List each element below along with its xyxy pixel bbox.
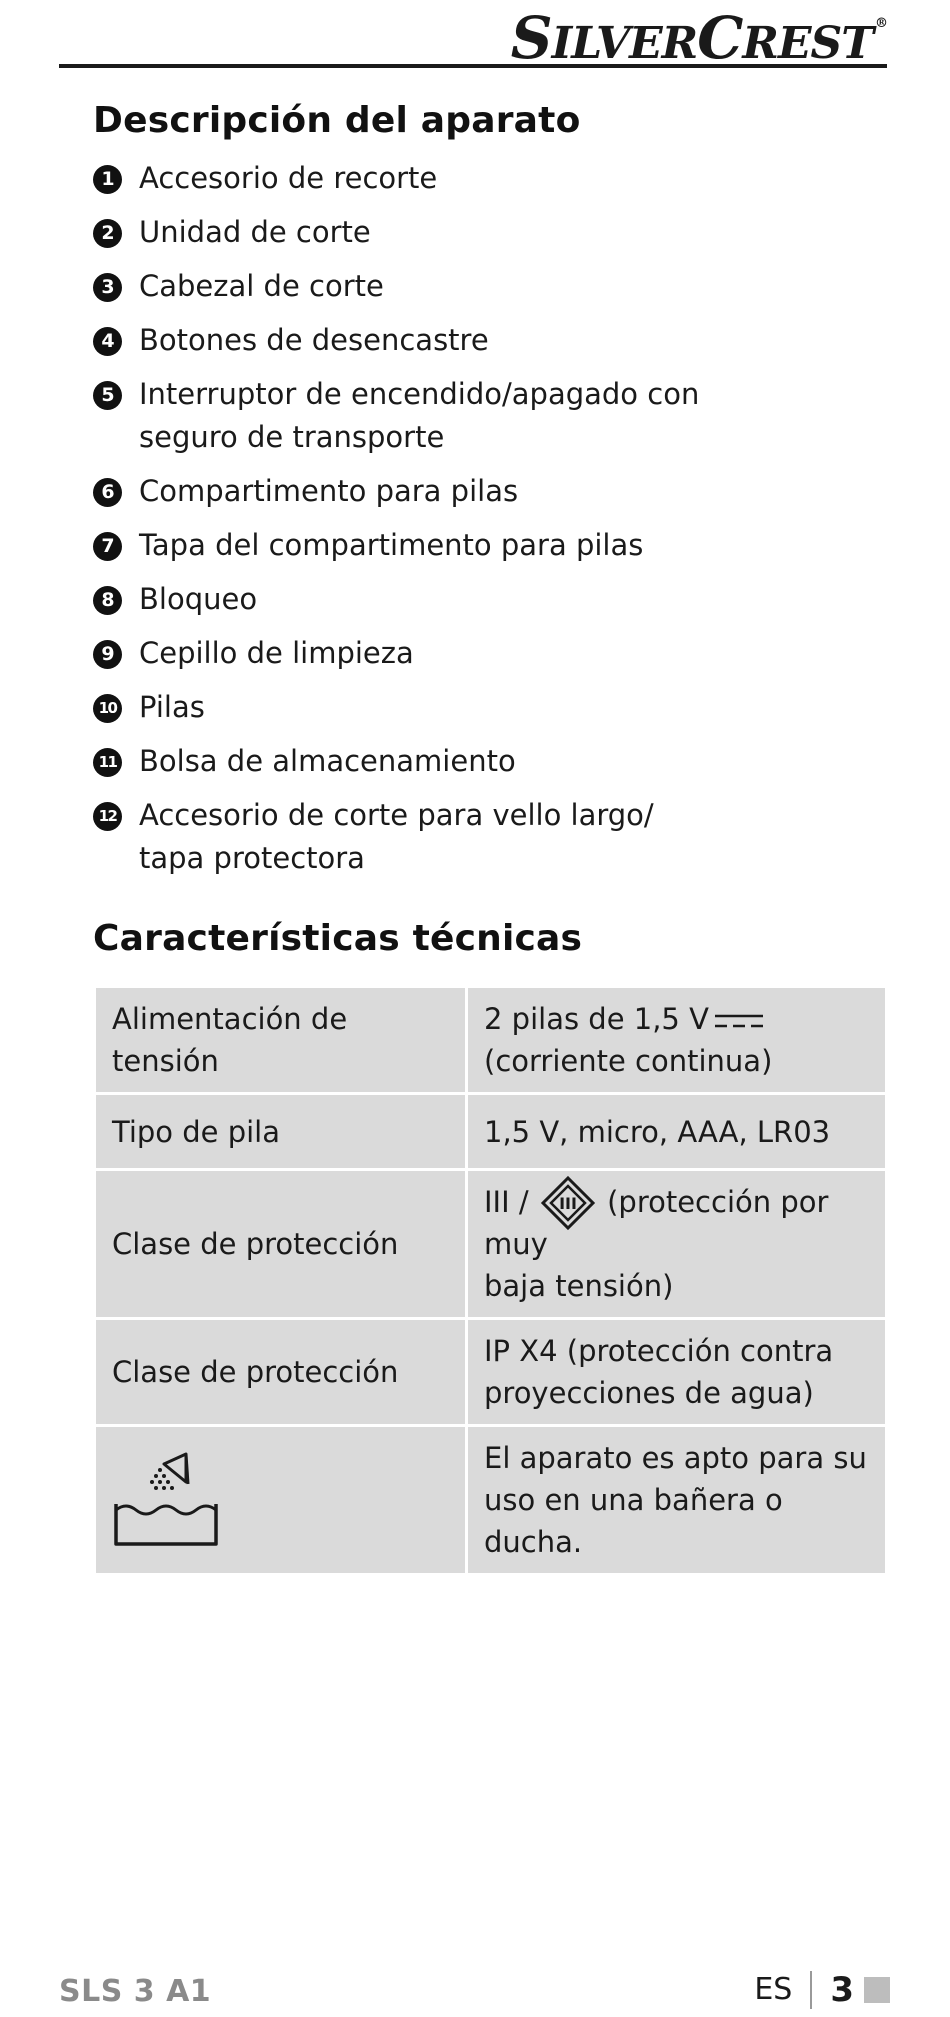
table-row: [95, 1319, 887, 1426]
number-badge: 12: [93, 802, 122, 831]
footer-language: ES: [754, 1971, 812, 2009]
number-badge: 11: [93, 748, 122, 777]
part-label: Bloqueo: [139, 582, 258, 616]
table-row: [95, 1094, 887, 1170]
page-marker-square: [864, 1977, 890, 2003]
spec-table: [93, 985, 888, 1576]
spec-value: 2 pilas de 1,5 V (corriente continua): [467, 987, 887, 1094]
footer-page-info: [754, 1968, 890, 2012]
list-item: [93, 470, 753, 513]
direct-current-icon: [715, 1012, 763, 1030]
number-badge: 10: [93, 694, 122, 723]
footer-model-number: SLS 3 A1: [59, 1974, 212, 2009]
protection-class-iii-icon: [540, 1175, 596, 1231]
list-item: [93, 794, 753, 880]
spec-value: El aparato es apto para su uso en una bañera o ducha.: [467, 1426, 887, 1575]
section-title-technical: Características técnicas: [93, 918, 583, 959]
part-label-continued: seguro de transporte: [139, 420, 445, 454]
list-item: [93, 319, 753, 362]
list-item: [93, 578, 753, 621]
number-badge: 4: [93, 327, 122, 356]
table-row: [95, 987, 887, 1094]
number-badge: 7: [93, 532, 122, 561]
spec-label: [95, 1426, 467, 1575]
part-label: Unidad de corte: [139, 215, 371, 249]
part-label: Tapa del compartimento para pilas: [139, 528, 644, 562]
page-header: [59, 0, 887, 72]
part-label: Accesorio de recorte: [139, 161, 438, 195]
table-row: [95, 1426, 887, 1575]
spec-value: III / III (protección por muy baja tensión): [467, 1170, 887, 1319]
number-badge: 3: [93, 273, 122, 302]
part-label-continued: tapa protectora: [139, 841, 365, 875]
spec-label: Alimentación de tensión: [95, 987, 467, 1094]
brand-logo: SILVERCREST ®: [510, 4, 887, 72]
page-number: 3: [830, 1970, 854, 2010]
spec-label: Clase de protección: [95, 1319, 467, 1426]
spec-label: Tipo de pila: [95, 1094, 467, 1170]
number-badge: 8: [93, 586, 122, 615]
spec-label: Clase de protección: [95, 1170, 467, 1319]
list-item: [93, 524, 753, 567]
part-label: Cepillo de limpieza: [139, 636, 414, 670]
part-label: Pilas: [139, 690, 205, 724]
part-label: Bolsa de almacenamiento: [139, 744, 516, 778]
list-item: [93, 740, 753, 783]
number-badge: 9: [93, 640, 122, 669]
list-item: [93, 632, 753, 675]
list-item: [93, 265, 753, 308]
spec-value: IP X4 (protección contra proyecciones de agua): [467, 1319, 887, 1426]
part-label: Interruptor de encendido/apagado con: [139, 377, 700, 411]
number-badge: 1: [93, 165, 122, 194]
table-row: [95, 1170, 887, 1319]
bathtub-shower-icon: [112, 1452, 220, 1548]
list-item: [93, 157, 753, 200]
number-badge: 5: [93, 381, 122, 410]
part-label: Compartimento para pilas: [139, 474, 519, 508]
list-item: [93, 211, 753, 254]
section-title-description: Descripción del aparato: [93, 100, 581, 141]
part-label: Cabezal de corte: [139, 269, 384, 303]
number-badge: 6: [93, 478, 122, 507]
list-item: [93, 373, 753, 459]
part-label: Accesorio de corte para vello largo/: [139, 798, 654, 832]
spec-value: 1,5 V, micro, AAA, LR03: [467, 1094, 887, 1170]
parts-list: [93, 157, 753, 891]
number-badge: 2: [93, 219, 122, 248]
svg-text:III: III: [558, 1194, 577, 1213]
list-item: [93, 686, 753, 729]
part-label: Botones de desencastre: [139, 323, 489, 357]
